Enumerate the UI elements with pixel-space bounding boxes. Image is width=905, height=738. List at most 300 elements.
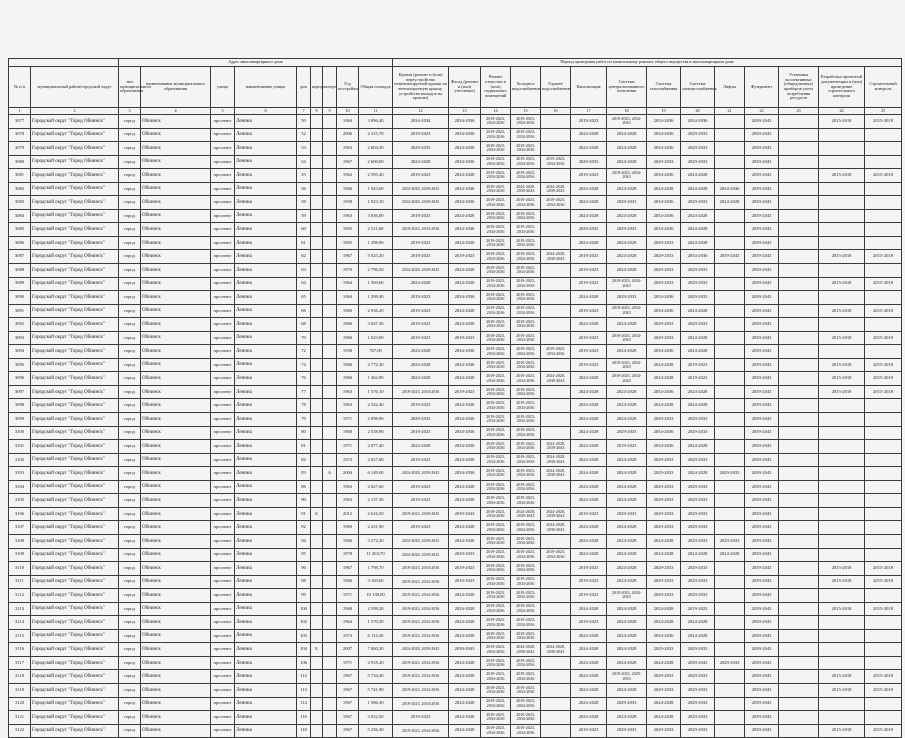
cell-korp — [311, 399, 323, 413]
cell-gas: 2034-2036 — [647, 291, 681, 305]
cell-street: Ленина — [235, 115, 297, 129]
cell-house: 86 — [297, 480, 311, 494]
cell-basement: 2019-2023, 2034-2036 — [481, 724, 511, 738]
cell-type: город — [119, 236, 141, 250]
cell-gas: 2034-2036 — [647, 426, 681, 440]
cell-hot — [541, 223, 571, 237]
column-number: 4 — [141, 108, 211, 115]
cell-lit — [323, 115, 337, 129]
cell-mo: Обнинск — [141, 426, 211, 440]
cell-mo: Обнинск — [141, 399, 211, 413]
cell-heat: 2019-2023 — [607, 440, 647, 454]
cell-cold: 2019-2023, 2034-2036 — [511, 372, 541, 386]
cell-mo: Обнинск — [141, 196, 211, 210]
cell-basement: 2019-2023, 2034-2036 — [481, 413, 511, 427]
cell-street: Ленина — [235, 331, 297, 345]
cell-area: 2 027,60 — [359, 453, 393, 467]
cell-year: 2004 — [337, 467, 359, 481]
table-body — [9, 115, 902, 738]
cell-roof: 2019-2023 — [393, 480, 449, 494]
cell-street-type: проспект — [211, 548, 235, 562]
table-row — [9, 128, 902, 142]
cell-district: Городской округ "Город Обнинск" — [31, 196, 119, 210]
cell-street-type: проспект — [211, 683, 235, 697]
cell-meters — [779, 209, 819, 223]
cell-design — [819, 616, 865, 630]
cell-type: город — [119, 399, 141, 413]
cell-roof: 2019-2023, 2034-2036 — [393, 602, 449, 616]
cell-district: Городской округ "Город Обнинск" — [31, 683, 119, 697]
cell-gas: 2029-2033 — [647, 331, 681, 345]
cell-hot — [541, 480, 571, 494]
cell-mo: Обнинск — [141, 331, 211, 345]
cell-street-type: проспект — [211, 534, 235, 548]
group-header-row — [9, 59, 902, 67]
cell-district: Городской округ "Город Обнинск" — [31, 711, 119, 725]
cell-mo: Обнинск — [141, 480, 211, 494]
cell-heat: 2024-2028 — [607, 575, 647, 589]
cell-elec: 2019-2023 — [681, 358, 715, 372]
column-header: № п/п — [9, 67, 31, 108]
cell-facade: 2019-2023 — [449, 385, 481, 399]
table-row — [9, 426, 902, 440]
cell-design — [819, 413, 865, 427]
cell-lit — [323, 277, 337, 291]
cell-hot: 2019-2023, 2034-2036 — [541, 548, 571, 562]
cell-street: Ленина — [235, 453, 297, 467]
cell-meters — [779, 345, 819, 359]
cell-elec: 2029-2033 — [681, 507, 715, 521]
cell-area: 2 595,40 — [359, 169, 393, 183]
cell-basement: 2019-2023, 2034-2036 — [481, 399, 511, 413]
cell-korp — [311, 291, 323, 305]
cell-elec: 2024-2028 — [681, 223, 715, 237]
cell-hot — [541, 304, 571, 318]
cell-area: 1 569,60 — [359, 277, 393, 291]
cell-sewer: 2024-2028 — [571, 372, 607, 386]
cell-elec: 2024-2028 — [681, 467, 715, 481]
cell-control — [865, 426, 902, 440]
cell-control: 2015-2018 — [865, 683, 902, 697]
cell-control — [865, 142, 902, 156]
cell-design: 2015-2018 — [819, 304, 865, 318]
cell-area: 3 169,60 — [359, 575, 393, 589]
cell-found: 2039-2043 — [745, 426, 779, 440]
cell-basement: 2019-2023, 2034-2036 — [481, 656, 511, 670]
cell-control — [865, 453, 902, 467]
cell-found: 2039-2043 — [745, 562, 779, 576]
cell-area: 3 096,40 — [359, 115, 393, 129]
cell-lit — [323, 236, 337, 250]
cell-n: 3094 — [9, 345, 31, 359]
cell-sewer: 2024-2028 — [571, 142, 607, 156]
table-row — [9, 711, 902, 725]
cell-korp — [311, 155, 323, 169]
cell-basement: 2019-2023, 2034-2036 — [481, 372, 511, 386]
cell-type: город — [119, 480, 141, 494]
cell-found: 2039-2043 — [745, 250, 779, 264]
cell-lit — [323, 589, 337, 603]
cell-design — [819, 182, 865, 196]
cell-gas: 2024-2028 — [647, 697, 681, 711]
cell-design — [819, 236, 865, 250]
column-header: улица — [211, 67, 235, 108]
cell-lift — [715, 575, 745, 589]
cell-street: Ленина — [235, 345, 297, 359]
cell-n: 3086 — [9, 236, 31, 250]
cell-street: Ленина — [235, 223, 297, 237]
cell-gas: 2034-2036 — [647, 169, 681, 183]
cell-house: 64 — [297, 277, 311, 291]
table-row — [9, 304, 902, 318]
cell-mo: Обнинск — [141, 562, 211, 576]
cell-korp: Б — [311, 643, 323, 657]
cell-korp — [311, 480, 323, 494]
cell-hot — [541, 236, 571, 250]
cell-facade: 2024-2028 — [449, 656, 481, 670]
cell-korp — [311, 656, 323, 670]
cell-n: 3096 — [9, 372, 31, 386]
cell-found: 2039-2043 — [745, 358, 779, 372]
cell-elec: 2029-2033 — [681, 670, 715, 684]
cell-korp — [311, 629, 323, 643]
cell-cold: 2024-2028, 2039-2043 — [511, 182, 541, 196]
cell-area: 2 231,90 — [359, 521, 393, 535]
column-number: 9 — [323, 108, 337, 115]
cell-basement: 2019-2023, 2034-2036 — [481, 223, 511, 237]
cell-heat: 2024-2028 — [607, 656, 647, 670]
cell-street: Ленина — [235, 548, 297, 562]
cell-hot — [541, 128, 571, 142]
cell-control — [865, 128, 902, 142]
cell-district: Городской округ "Город Обнинск" — [31, 602, 119, 616]
cell-cold: 2019-2023, 2034-2036 — [511, 589, 541, 603]
cell-year: 1968 — [337, 602, 359, 616]
cell-korp — [311, 670, 323, 684]
cell-house: 83 — [297, 467, 311, 481]
cell-heat: 2019-2023, 2029-2033 — [607, 670, 647, 684]
cell-gas: 2024-2028 — [647, 656, 681, 670]
cell-design — [819, 196, 865, 210]
cell-district: Городской округ "Город Обнинск" — [31, 697, 119, 711]
cell-heat: 2024-2028 — [607, 345, 647, 359]
cell-korp — [311, 697, 323, 711]
cell-n: 3095 — [9, 358, 31, 372]
cell-cold: 2019-2023, 2034-2036 — [511, 697, 541, 711]
cell-korp — [311, 683, 323, 697]
cell-type: город — [119, 182, 141, 196]
cell-lit — [323, 453, 337, 467]
cell-street: Ленина — [235, 142, 297, 156]
cell-lift — [715, 385, 745, 399]
cell-house: 116 — [297, 711, 311, 725]
cell-meters — [779, 507, 819, 521]
cell-basement: 2019-2023, 2034-2036 — [481, 602, 511, 616]
table-row — [9, 480, 902, 494]
cell-hot: 2024-2028, 2039-2043 — [541, 250, 571, 264]
cell-district: Городской округ "Город Обнинск" — [31, 142, 119, 156]
cell-roof: 2024-2028, 2039-2043 — [393, 264, 449, 278]
cell-cold: 2019-2023, 2034-2036 — [511, 115, 541, 129]
cell-heat: 2024-2028 — [607, 562, 647, 576]
cell-roof: 2019-2023 — [393, 304, 449, 318]
cell-sewer: 2024-2028 — [571, 643, 607, 657]
cell-basement: 2019-2023, 2034-2036 — [481, 711, 511, 725]
cell-control — [865, 643, 902, 657]
cell-meters — [779, 602, 819, 616]
cell-roof: 2019-2023 — [393, 453, 449, 467]
cell-meters — [779, 440, 819, 454]
registry-sheet — [8, 58, 901, 735]
column-number: 25 — [865, 108, 902, 115]
table-row — [9, 236, 902, 250]
column-number: 19 — [647, 108, 681, 115]
column-number: 17 — [571, 108, 607, 115]
cell-cold: 2019-2023, 2034-2036 — [511, 467, 541, 481]
cell-basement: 2019-2023, 2034-2036 — [481, 494, 511, 508]
cell-lift — [715, 142, 745, 156]
cell-lit — [323, 616, 337, 630]
cell-roof: 2019-2023, 2034-2036 — [393, 683, 449, 697]
cell-gas: 2029-2033 — [647, 521, 681, 535]
cell-control — [865, 236, 902, 250]
cell-year: 1970 — [337, 264, 359, 278]
cell-house: 62 — [297, 250, 311, 264]
cell-sewer: 2024-2028 — [571, 697, 607, 711]
cell-gas: 2034-2036 — [647, 209, 681, 223]
cell-area: 2 538,90 — [359, 426, 393, 440]
cell-found: 2039-2043 — [745, 602, 779, 616]
cell-control — [865, 345, 902, 359]
cell-control — [865, 264, 902, 278]
cell-lift — [715, 521, 745, 535]
cell-control: 2015-2018 — [865, 115, 902, 129]
cell-hot — [541, 724, 571, 738]
cell-heat: 2029-2033 — [607, 697, 647, 711]
cell-found: 2039-2043 — [745, 304, 779, 318]
cell-house: 90 — [297, 494, 311, 508]
cell-house: 100 — [297, 602, 311, 616]
cell-lift — [715, 304, 745, 318]
cell-heat: 2024-2028 — [607, 182, 647, 196]
cell-street: Ленина — [235, 575, 297, 589]
cell-sewer: 2024-2028 — [571, 413, 607, 427]
cell-design: 2015-2018 — [819, 562, 865, 576]
cell-control — [865, 209, 902, 223]
cell-cold: 2019-2023, 2034-2036 — [511, 250, 541, 264]
cell-house: 103 — [297, 629, 311, 643]
cell-elec: 2029-2033 — [681, 697, 715, 711]
cell-hot — [541, 291, 571, 305]
cell-street: Ленина — [235, 209, 297, 223]
cell-facade: 2024-2028 — [449, 629, 481, 643]
cell-facade: 2034-2036 — [449, 413, 481, 427]
column-number: 2 — [31, 108, 119, 115]
cell-found: 2039-2043 — [745, 616, 779, 630]
cell-control — [865, 711, 902, 725]
cell-street: Ленина — [235, 656, 297, 670]
cell-heat: 2029-2033 — [607, 507, 647, 521]
cell-control — [865, 656, 902, 670]
cell-basement: 2019-2023, 2034-2036 — [481, 304, 511, 318]
cell-meters — [779, 399, 819, 413]
cell-elec: 2034-2036 — [681, 115, 715, 129]
cell-elec: 2024-2028 — [681, 169, 715, 183]
cell-district: Городской округ "Город Обнинск" — [31, 562, 119, 576]
column-header: Холодное водоснабжение — [511, 67, 541, 108]
cell-meters — [779, 142, 819, 156]
cell-roof: 2019-2023 — [393, 521, 449, 535]
cell-street-type: проспект — [211, 304, 235, 318]
cell-heat: 2024-2028 — [607, 385, 647, 399]
cell-roof: 2024-2028, 2039-2043 — [393, 182, 449, 196]
cell-elec: 2029-2033 — [681, 724, 715, 738]
cell-roof: 2019-2023, 2034-2036 — [393, 656, 449, 670]
cell-district: Городской округ "Город Обнинск" — [31, 304, 119, 318]
cell-street-type: проспект — [211, 467, 235, 481]
cell-area: 767,00 — [359, 345, 393, 359]
cell-district: Городской округ "Город Обнинск" — [31, 440, 119, 454]
cell-area: 1 298,90 — [359, 236, 393, 250]
cell-sewer: 2029-2033 — [571, 155, 607, 169]
column-header: Ремонт отмостки и (или) подвальных помещений — [481, 67, 511, 108]
cell-year: 1960 — [337, 372, 359, 386]
cell-street: Ленина — [235, 643, 297, 657]
cell-n: 3121 — [9, 711, 31, 725]
cell-district: Городской округ "Город Обнинск" — [31, 616, 119, 630]
cell-elec: 2029-2033 — [681, 480, 715, 494]
cell-meters — [779, 413, 819, 427]
group-header-address: Адрес многоквартирного дома — [119, 59, 393, 67]
cell-house: 59 — [297, 209, 311, 223]
cell-year: 1971 — [337, 413, 359, 427]
cell-area: 2 098,90 — [359, 413, 393, 427]
cell-gas: 2024-2028 — [647, 616, 681, 630]
cell-elec: 2029-2033 — [681, 575, 715, 589]
cell-type: город — [119, 115, 141, 129]
cell-street-type: проспект — [211, 236, 235, 250]
table-row — [9, 670, 902, 684]
cell-n: 3085 — [9, 223, 31, 237]
cell-elec: 2029-2033 — [681, 155, 715, 169]
cell-cold: 2019-2023, 2034-2036 — [511, 331, 541, 345]
cell-meters — [779, 291, 819, 305]
cell-control — [865, 548, 902, 562]
cell-heat: 2024-2028 — [607, 399, 647, 413]
cell-sewer: 2019-2023 — [571, 575, 607, 589]
cell-gas: 2024-2028 — [647, 711, 681, 725]
cell-basement: 2019-2023, 2034-2036 — [481, 115, 511, 129]
column-header: муниципальный район/городской округ — [31, 67, 119, 108]
cell-control — [865, 318, 902, 332]
cell-meters — [779, 331, 819, 345]
cell-heat: 2024-2028 — [607, 413, 647, 427]
cell-year: 1965 — [337, 223, 359, 237]
cell-cold: 2019-2023, 2034-2036 — [511, 209, 541, 223]
cell-lit — [323, 372, 337, 386]
cell-year: 1972 — [337, 453, 359, 467]
cell-roof: 2019-2023, 2034-2036 — [393, 616, 449, 630]
cell-n: 3116 — [9, 643, 31, 657]
cell-cold: 2019-2023, 2034-2036 — [511, 494, 541, 508]
cell-year: 1967 — [337, 724, 359, 738]
cell-control: 2015-2018 — [865, 331, 902, 345]
cell-cold: 2024-2028, 2039-2043 — [511, 507, 541, 521]
cell-lift — [715, 711, 745, 725]
cell-area: 5 256,30 — [359, 724, 393, 738]
cell-facade: 2024-2028 — [449, 494, 481, 508]
cell-hot — [541, 318, 571, 332]
cell-house: 68 — [297, 318, 311, 332]
cell-district: Городской округ "Город Обнинск" — [31, 277, 119, 291]
cell-street: Ленина — [235, 480, 297, 494]
cell-basement: 2019-2023, 2034-2036 — [481, 480, 511, 494]
cell-found: 2039-2043 — [745, 277, 779, 291]
cell-district: Городской округ "Город Обнинск" — [31, 169, 119, 183]
cell-design — [819, 507, 865, 521]
cell-area: 3 047,30 — [359, 318, 393, 332]
cell-sewer: 2024-2028 — [571, 182, 607, 196]
cell-design: 2015-2018 — [819, 250, 865, 264]
cell-design — [819, 291, 865, 305]
cell-heat: 2024-2028 — [607, 318, 647, 332]
cell-street: Ленина — [235, 128, 297, 142]
cell-year: 1967 — [337, 683, 359, 697]
cell-gas: 2034-2036 — [647, 440, 681, 454]
cell-found: 2039-2043 — [745, 264, 779, 278]
cell-street: Ленина — [235, 196, 297, 210]
column-number: 12 — [393, 108, 449, 115]
cell-cold: 2019-2023, 2034-2036 — [511, 385, 541, 399]
cell-sewer: 2024-2028 — [571, 494, 607, 508]
cell-area: 2 604,50 — [359, 142, 393, 156]
cell-roof: 2024-2028, 2039-2043 — [393, 196, 449, 210]
cell-lift — [715, 426, 745, 440]
cell-found: 2039-2043 — [745, 494, 779, 508]
cell-roof: 2019-2023, 2034-2036 — [393, 385, 449, 399]
cell-district: Городской округ "Город Обнинск" — [31, 656, 119, 670]
cell-facade: 2024-2028 — [449, 697, 481, 711]
cell-gas: 2024-2028 — [647, 358, 681, 372]
cell-n: 3115 — [9, 629, 31, 643]
cell-street: Ленина — [235, 372, 297, 386]
cell-house: 58 — [297, 196, 311, 210]
cell-street: Ленина — [235, 413, 297, 427]
cell-year: 1966 — [337, 182, 359, 196]
cell-area: 5 025,20 — [359, 250, 393, 264]
cell-mo: Обнинск — [141, 182, 211, 196]
cell-sewer: 2024-2028 — [571, 196, 607, 210]
cell-design — [819, 629, 865, 643]
cell-basement: 2019-2023, 2034-2036 — [481, 548, 511, 562]
cell-street: Ленина — [235, 277, 297, 291]
table-row — [9, 277, 902, 291]
cell-facade: 2034-2036 — [449, 291, 481, 305]
cell-type: город — [119, 426, 141, 440]
cell-hot — [541, 589, 571, 603]
table-row — [9, 250, 902, 264]
cell-house: 94 — [297, 534, 311, 548]
cell-lift — [715, 128, 745, 142]
cell-district: Городской округ "Город Обнинск" — [31, 629, 119, 643]
cell-control: 2015-2018 — [865, 372, 902, 386]
table-row — [9, 331, 902, 345]
cell-gas: 2029-2033 — [647, 277, 681, 291]
group-header-spacer — [9, 59, 119, 67]
cell-gas: 2029-2033 — [647, 724, 681, 738]
cell-district: Городской округ "Город Обнинск" — [31, 358, 119, 372]
cell-sewer: 2019-2023 — [571, 507, 607, 521]
